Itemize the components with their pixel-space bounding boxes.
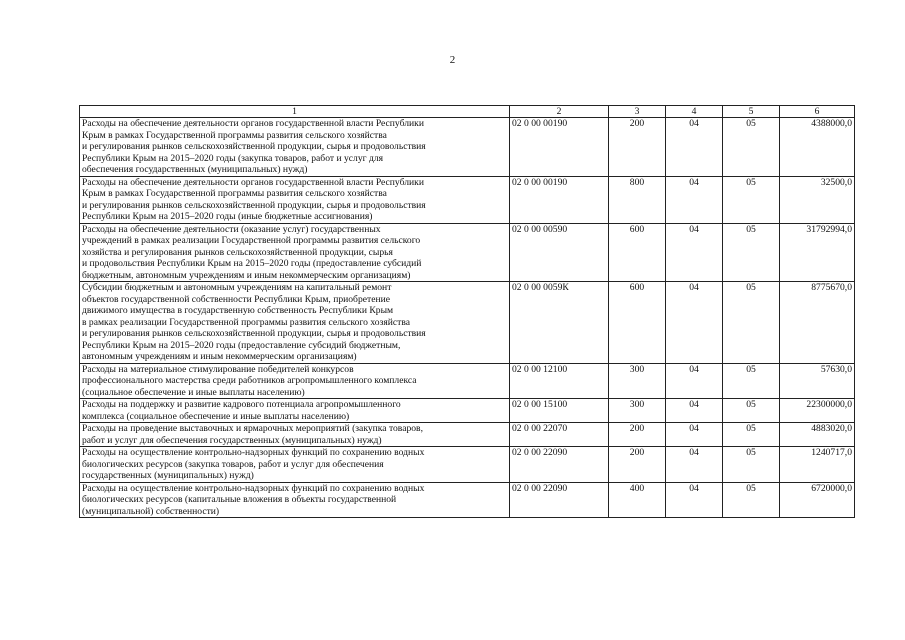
column-header: 2 (510, 106, 609, 118)
section-code: 04 (666, 176, 723, 223)
expense-type-code: 300 (609, 399, 666, 423)
section-code: 04 (666, 423, 723, 447)
expense-description: Расходы на обеспечение деятельности (оказание услуг) государственных учреждений в рамках реализации Государственной программы развития сельского хозяйства и регулирования рынков сельскохозяйственной продукции, сырья и продовольствия Республики Крым на 2015–2020 годы (предоставление субсидий бюджетным, автономным учреждениям и иным некоммерческим организациям) (80, 223, 510, 282)
expense-description: Расходы на поддержку и развитие кадрового потенциала агропромышленного комплекса (социальное обеспечение и иные выплаты населению) (80, 399, 510, 423)
table-row (80, 447, 855, 483)
amount: 4388000,0 (780, 118, 855, 177)
section-code: 04 (666, 482, 723, 518)
expense-description: Расходы на осуществление контрольно-надзорных функций по сохранению водных биологических ресурсов (капитальные вложения в объекты государственной (муниципальной) собственности) (80, 482, 510, 518)
table-row (80, 423, 855, 447)
target-article-code: 02 0 00 00590 (510, 223, 609, 282)
expense-type-code: 600 (609, 282, 666, 364)
expense-description: Расходы на обеспечение деятельности органов государственной власти Республики Крым в рамках Государственной программы развития сельского хозяйства и регулирования рынков сельскохозяйственной продукции, сырья и продовольствия Республики Крым на 2015–2020 годы (иные бюджетные ассигнования) (80, 176, 510, 223)
table-row (80, 223, 855, 282)
expense-description: Субсидии бюджетным и автономным учреждениям на капитальный ремонт объектов государственной собственности Республики Крым, приобретение движимого имущества в государственную собственность Республики Крым в рамках реализации Государственной программы развития сельского хозяйства и регулирования рынков сельскохозяйственной продукции, сырья и продовольствия Республики Крым на 2015–2020 годы (предоставление субсидий бюджетным, автономным учреждениям и иным некоммерческим организациям) (80, 282, 510, 364)
amount: 1240717,0 (780, 447, 855, 483)
table-row (80, 399, 855, 423)
header-row (80, 106, 855, 118)
target-article-code: 02 0 00 12100 (510, 363, 609, 399)
target-article-code: 02 0 00 22070 (510, 423, 609, 447)
column-header: 6 (780, 106, 855, 118)
target-article-code: 02 0 00 22090 (510, 447, 609, 483)
target-article-code: 02 0 00 22090 (510, 482, 609, 518)
table-row (80, 282, 855, 364)
expense-type-code: 800 (609, 176, 666, 223)
expense-description: Расходы на осуществление контрольно-надзорных функций по сохранению водных биологических ресурсов (закупка товаров, работ и услуг для обеспечения государственных (муниципальных) нужд) (80, 447, 510, 483)
subsection-code: 05 (723, 423, 780, 447)
amount: 31792994,0 (780, 223, 855, 282)
section-code: 04 (666, 118, 723, 177)
section-code: 04 (666, 282, 723, 364)
column-header: 3 (609, 106, 666, 118)
table-row (80, 363, 855, 399)
subsection-code: 05 (723, 223, 780, 282)
target-article-code: 02 0 00 15100 (510, 399, 609, 423)
subsection-code: 05 (723, 118, 780, 177)
expense-description: Расходы на материальное стимулирование победителей конкурсов профессионального мастерства среди работников агропромышленного комплекса (социальное обеспечение и иные выплаты населению) (80, 363, 510, 399)
expense-description: Расходы на обеспечение деятельности органов государственной власти Республики Крым в рамках Государственной программы развития сельского хозяйства и регулирования рынков сельскохозяйственной продукции, сырья и продовольствия Республики Крым на 2015–2020 годы (закупка товаров, работ и услуг для обеспечения государственных (муниципальных) нужд) (80, 118, 510, 177)
target-article-code: 02 0 00 00190 (510, 176, 609, 223)
expense-description: Расходы на проведение выставочных и ярмарочных мероприятий (закупка товаров, работ и услуг для обеспечения государственных (муниципальных) нужд) (80, 423, 510, 447)
subsection-code: 05 (723, 176, 780, 223)
page-number: 2 (449, 54, 456, 66)
amount: 57630,0 (780, 363, 855, 399)
expense-type-code: 600 (609, 223, 666, 282)
table-row (80, 118, 855, 177)
amount: 32500,0 (780, 176, 855, 223)
expense-type-code: 400 (609, 482, 666, 518)
target-article-code: 02 0 00 00190 (510, 118, 609, 177)
column-header: 5 (723, 106, 780, 118)
expense-type-code: 300 (609, 363, 666, 399)
section-code: 04 (666, 399, 723, 423)
budget-table (79, 105, 855, 518)
subsection-code: 05 (723, 399, 780, 423)
section-code: 04 (666, 447, 723, 483)
amount: 22300000,0 (780, 399, 855, 423)
subsection-code: 05 (723, 482, 780, 518)
expense-type-code: 200 (609, 447, 666, 483)
amount: 6720000,0 (780, 482, 855, 518)
subsection-code: 05 (723, 282, 780, 364)
expense-type-code: 200 (609, 423, 666, 447)
table-row (80, 482, 855, 518)
target-article-code: 02 0 00 0059К (510, 282, 609, 364)
subsection-code: 05 (723, 447, 780, 483)
section-code: 04 (666, 223, 723, 282)
column-header: 4 (666, 106, 723, 118)
amount: 4883020,0 (780, 423, 855, 447)
table-row (80, 176, 855, 223)
subsection-code: 05 (723, 363, 780, 399)
expense-type-code: 200 (609, 118, 666, 177)
amount: 8775670,0 (780, 282, 855, 364)
section-code: 04 (666, 363, 723, 399)
column-header: 1 (80, 106, 510, 118)
